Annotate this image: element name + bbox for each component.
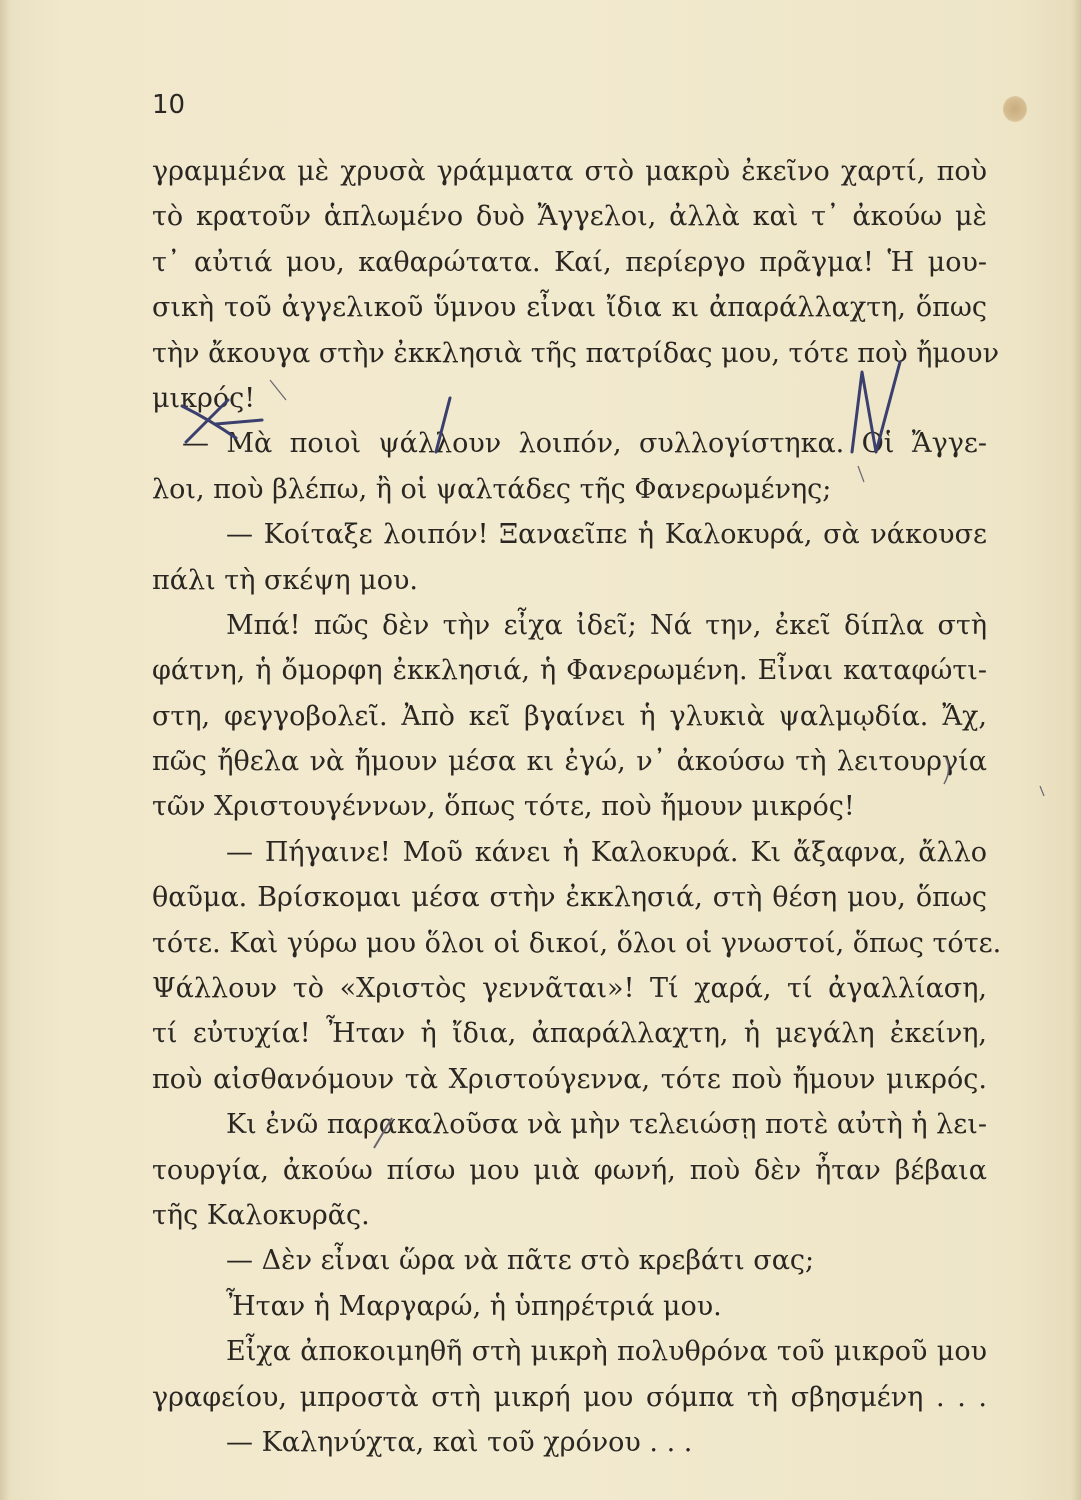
text-line: Ἦταν ἡ Μαργαρώ, ἡ ὑπηρέτριά μου. (226, 1290, 722, 1322)
text-line: τουργία, ἀκούω πίσω μου μιὰ φωνή, ποὺ δὲν ἦταν βέβαια (152, 1154, 987, 1186)
text-line: γραμμένα μὲ χρυσὰ γράμματα στὸ μακρὺ ἐκεῖνο χαρτί, ποὺ (152, 156, 987, 187)
paper-stain (1003, 96, 1027, 122)
text-line: — Καληνύχτα, καὶ τοῦ χρόνου . . . (226, 1426, 693, 1458)
text-line: στη, φεγγοβολεῖ. Ἀπὸ κεῖ βγαίνει ἡ γλυκιὰ ψαλμῳδία. Ἄχ, (152, 700, 987, 732)
text-line: — Κοίταξε λοιπόν! Ξαναεῖπε ἡ Καλοκυρά, σὰ νάκουσε (226, 519, 987, 551)
text-line: πάλι τὴ σκέψη μου. (152, 564, 418, 596)
text-line: θαῦμα. Βρίσκομαι μέσα στὴν ἐκκλησιά, στὴ θέση μου, ὅπως (152, 882, 987, 914)
text-line: τότε. Καὶ γύρω μου ὅλοι οἱ δικοί, ὅλοι οἱ γνωστοί, ὅπως τότε. (152, 927, 1002, 959)
body-text (152, 149, 1002, 1465)
text-line: μικρός! (152, 382, 256, 414)
text-line: Μπά! πῶς δὲν τὴν εἶχα ἰδεῖ; Νά την, ἐκεῖ δίπλα στὴ (226, 609, 987, 641)
text-line: τὴν ἄκουγα στὴν ἐκκλησιὰ τῆς πατρίδας μου, τότε ποὺ ἤμουν (152, 337, 1000, 369)
text-line: Εἶχα ἀποκοιμηθῆ στὴ μικρὴ πολυθρόνα τοῦ μικροῦ μου (226, 1336, 987, 1368)
page-number: 10 (152, 90, 186, 120)
text-line: φάτνη, ἡ ὄμορφη ἐκκλησιά, ἡ Φανερωμένη. Εἶναι καταφώτι- (152, 655, 987, 687)
text-line: τῆς Καλοκυρᾶς. (152, 1199, 370, 1231)
text-line: τ᾿ αὐτιά μου, καθαρώτατα. Καί, περίεργο πρᾶγμα! Ἡ μου- (152, 246, 987, 278)
text-line: γραφείου, μπροστὰ στὴ μικρή μου σόμπα τὴ σβησμένη . . . (152, 1381, 987, 1413)
text-line: τὸ κρατοῦν ἁπλωμένο δυὸ Ἄγγελοι, ἀλλὰ καὶ τ᾿ ἀκούω μὲ (152, 201, 987, 233)
text-line: τῶν Χριστουγέννων, ὅπως τότε, ποὺ ἤμουν μικρός! (152, 791, 855, 823)
text-line: — Δὲν εἶναι ὥρα νὰ πᾶτε στὸ κρεβάτι σας; (226, 1245, 815, 1277)
text-line: — Μὰ ποιοὶ ψάλλουν λοιπόν, συλλογίστηκα. Οἱ Ἄγγε- (182, 428, 987, 460)
text-line: λοι, ποὺ βλέπω, ἢ οἱ ψαλτάδες τῆς Φανερωμένης; (152, 473, 832, 505)
text-line: ποὺ αἰσθανόμουν τὰ Χριστούγεννα, τότε ποὺ ἤμουν μικρός. (152, 1063, 987, 1095)
text-line: Κι ἐνῶ παρακαλοῦσα νὰ μὴν τελειώσῃ ποτὲ αὐτὴ ἡ λει- (226, 1109, 987, 1141)
text-line: Ψάλλουν τὸ «Χριστὸς γεννᾶται»! Τί χαρά, τί ἀγαλλίαση, (152, 973, 987, 1005)
margin-tick (1040, 786, 1044, 796)
text-line: σικὴ τοῦ ἀγγελικοῦ ὕμνου εἶναι ἴδια κι ἀπαράλλαχτη, ὅπως (152, 292, 987, 324)
text-line: — Πήγαινε! Μοῦ κάνει ἡ Καλοκυρά. Κι ἄξαφνα, ἄλλο (226, 836, 987, 868)
text-line: πῶς ἤθελα νὰ ἤμουν μέσα κι ἐγώ, ν᾿ ἀκούσω τὴ λειτουργία (152, 746, 987, 778)
page-edge-left (0, 0, 10, 1500)
page-edge-right (1071, 0, 1081, 1500)
text-line: τί εὐτυχία! Ἦταν ἡ ἴδια, ἀπαράλλαχτη, ἡ μεγάλη ἐκείνη, (152, 1018, 987, 1050)
